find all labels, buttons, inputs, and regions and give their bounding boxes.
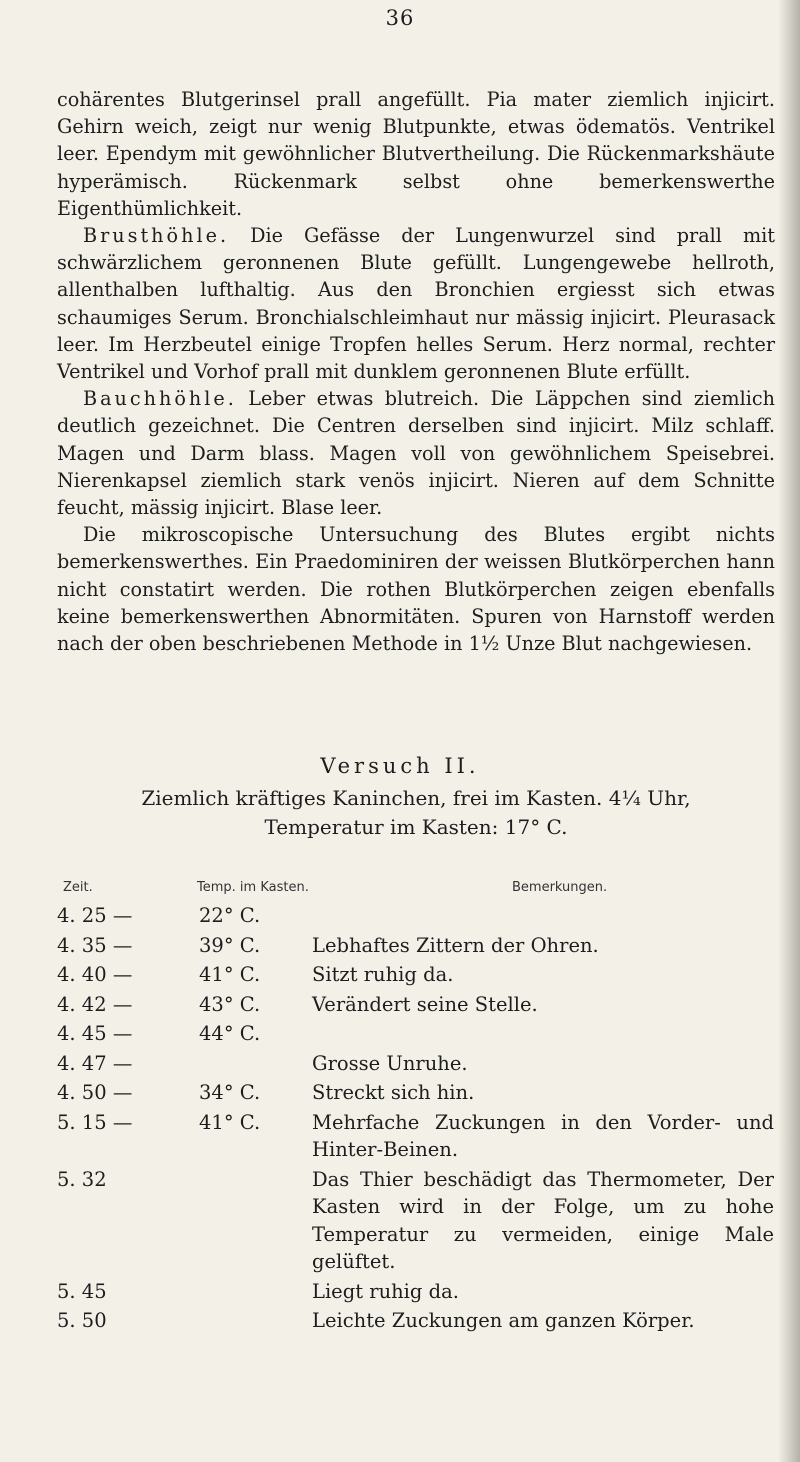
table-row — [57, 1278, 787, 1306]
table-row — [57, 1020, 787, 1048]
cell-time: 4. 47 — — [57, 1051, 133, 1075]
paragraph-chest — [57, 222, 775, 385]
header-temp: Temp. im Kasten. — [197, 880, 309, 895]
table-row — [57, 1079, 787, 1107]
cell-temp: 43° C. — [199, 992, 261, 1016]
cell-note: Streckt sich hin. — [312, 1081, 475, 1104]
paragraph-text: Die mikroscopische Untersuchung des Blutes ergibt nichts bemerkenswerthes. Ein Praedominiren der weissen Blutkörperchen hann nicht constatirt werden. Die rothen Blutkörperchen zeigen ebenfalls keine bemerkenswerthen Abnormitäten. Spuren von Harnstoff werden nach der oben beschriebenen Methode in 1½ Unze Blut nachgewiesen. — [57, 523, 775, 656]
header-time: Zeit. — [63, 880, 93, 895]
cell-temp: 39° C. — [199, 933, 261, 957]
experiment-heading: Versuch II. — [320, 754, 480, 778]
cell-note: Das Thier beschädigt das Thermometer, Der Kasten wird in der Folge, um zu hohe Temperatur zu vermeiden, einige Male gelüftet. — [312, 1167, 774, 1273]
cell-temp: 41° C. — [199, 963, 261, 986]
cell-temp: 34° C. — [199, 1081, 261, 1104]
section-label-abdomen: Bauchhöhle. — [83, 387, 237, 411]
table-row — [57, 961, 787, 989]
table-row — [57, 1050, 787, 1078]
cell-note: Liegt ruhig da. — [312, 1279, 459, 1303]
cell-note: Verändert seine Stelle. — [312, 992, 538, 1016]
header-notes: Bemerkungen. — [512, 880, 608, 895]
experiment-intro — [57, 784, 775, 842]
table-row — [57, 902, 787, 930]
cell-time: 5. 45 — [57, 1279, 107, 1303]
cell-note: Leichte Zuckungen am ganzen Körper. — [312, 1309, 695, 1332]
cell-note: Grosse Unruhe. — [312, 1051, 468, 1075]
page-number: 36 — [385, 6, 415, 30]
cell-time: 4. 50 — — [57, 1081, 133, 1104]
cell-note: Mehrfache Zuckungen in den Vorder- und Hinter-Beinen. — [312, 1110, 774, 1161]
cell-time: 5. 32 — [57, 1167, 107, 1191]
table-row — [57, 1307, 787, 1335]
paragraph-brain — [57, 86, 775, 222]
cell-time: 4. 25 — — [57, 904, 133, 927]
section-label-chest: Brusthöhle. — [83, 224, 230, 248]
cell-time: 5. 50 — [57, 1309, 107, 1332]
intro-line: Temperatur im Kasten: 17° C. — [264, 815, 568, 839]
observation-table — [57, 880, 787, 1337]
table-row — [57, 1166, 787, 1276]
cell-temp: 41° C. — [199, 1110, 261, 1134]
table-row — [57, 1109, 787, 1164]
cell-note: Sitzt ruhig da. — [312, 963, 454, 986]
cell-time: 4. 45 — — [57, 1022, 133, 1045]
table-row — [57, 991, 787, 1019]
table-header — [57, 880, 787, 902]
cell-temp: 22° C. — [199, 904, 261, 927]
table-row — [57, 932, 787, 960]
paragraph-text: cohärentes Blutgerinsel prall angefüllt. Pia mater ziemlich injicirt. Gehirn weich, zeigt nur wenig Blutpunkte, etwas ödematös. Ventrikel leer. Ependym mit gewöhnlicher Blutvertheilung. Die Rückenmarkshäute hyperämisch. Rückenmark selbst ohne bemerkenswerthe Eigenthümlichkeit. — [57, 88, 775, 220]
paragraph-text: Leber etwas blutreich. Die Läppchen sind ziemlich deutlich gezeichnet. Die Centren derselben sind injicirt. Milz schlaff. Magen und Darm blass. Magen voll von gewöhnlichem Speisebrei. Nierenkapsel ziemlich stark venös injicirt. Nieren auf dem Schnitte feucht, mässig injicirt. Blase leer. — [57, 387, 775, 520]
cell-temp: 44° C. — [199, 1022, 261, 1045]
body-text — [57, 86, 775, 657]
cell-time: 4. 40 — — [57, 963, 133, 986]
cell-time: 4. 35 — — [57, 933, 133, 957]
intro-line: Ziemlich kräftiges Kaninchen, frei im Kasten. 4¼ Uhr, — [141, 786, 691, 810]
paragraph-microscopy — [57, 521, 775, 657]
cell-note: Lebhaftes Zittern der Ohren. — [312, 933, 599, 957]
paragraph-abdomen — [57, 385, 775, 521]
cell-time: 4. 42 — — [57, 992, 133, 1016]
cell-time: 5. 15 — — [57, 1110, 133, 1134]
paragraph-text: Die Gefässe der Lungenwurzel sind prall mit schwärzlichem geronnenen Blute gefüllt. Lungengewebe hellroth, allenthalben lufthaltig. Aus den Bronchien ergiesst sich etwas schaumiges Serum. Bronchialschleimhaut nur mässig injicirt. Pleurasack leer. Im Herzbeutel einige Tropfen helles Serum. Herz normal, rechter Ventrikel und Vorhof prall mit dunklem geronnenen Blute erfüllt. — [57, 224, 775, 384]
